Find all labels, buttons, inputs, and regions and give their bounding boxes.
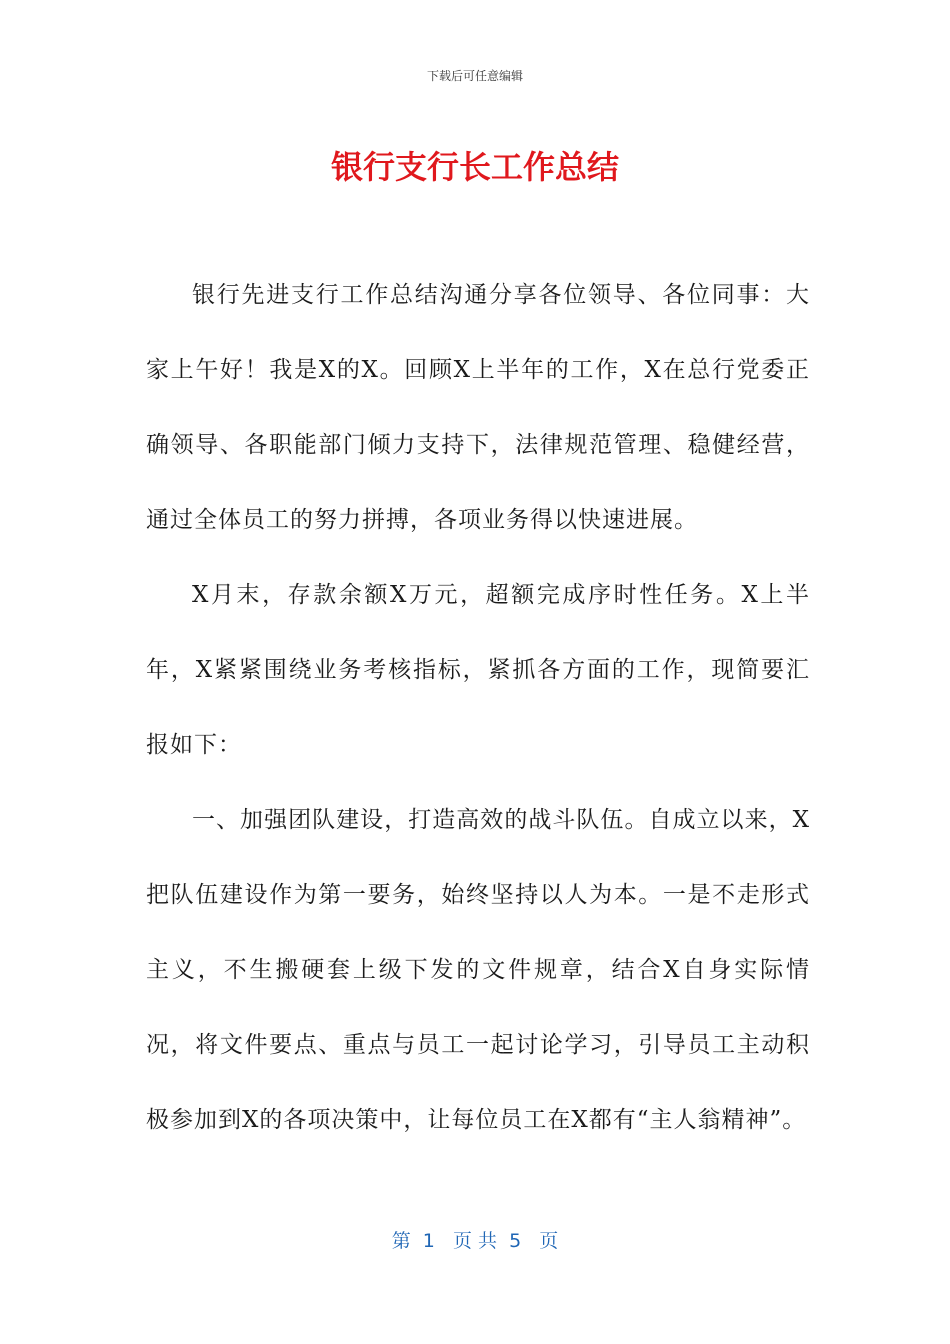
document-title: 银行支行长工作总结 bbox=[330, 148, 619, 186]
paragraph-1: 银行先进支行工作总结沟通分享各位领导、各位同事：大家上午好！我是X的X。回顾X上半年的工作，X在总行党委正确领导、各职能部门倾力支持下，法律规范管理、稳健经营，通过全体员工的努力拼搏，各项业务得以快速进展。 bbox=[146, 282, 810, 533]
paragraph-2: X月末，存款余额X万元，超额完成序时性任务。X上半年，X紧紧围绕业务考核指标，紧抓各方面的工作，现简要汇报如下： bbox=[146, 582, 810, 758]
document-body bbox=[146, 258, 810, 1158]
header-note: 下载后可任意编辑 bbox=[426, 69, 523, 83]
paragraph-3: 一、加强团队建设，打造高效的战斗队伍。自成立以来，X把队伍建设作为第一要务，始终坚持以人为本。一是不走形式主义，不生搬硬套上级下发的文件规章，结合X自身实际情况，将文件要点、重点与员工一起讨论学习，引导员工主动积极参加到X的各项决策中，让每位员工在X都有“主人翁精神”。 bbox=[146, 807, 810, 1133]
page-number-footer: 第 1 页 共 5 页 bbox=[391, 1230, 559, 1252]
